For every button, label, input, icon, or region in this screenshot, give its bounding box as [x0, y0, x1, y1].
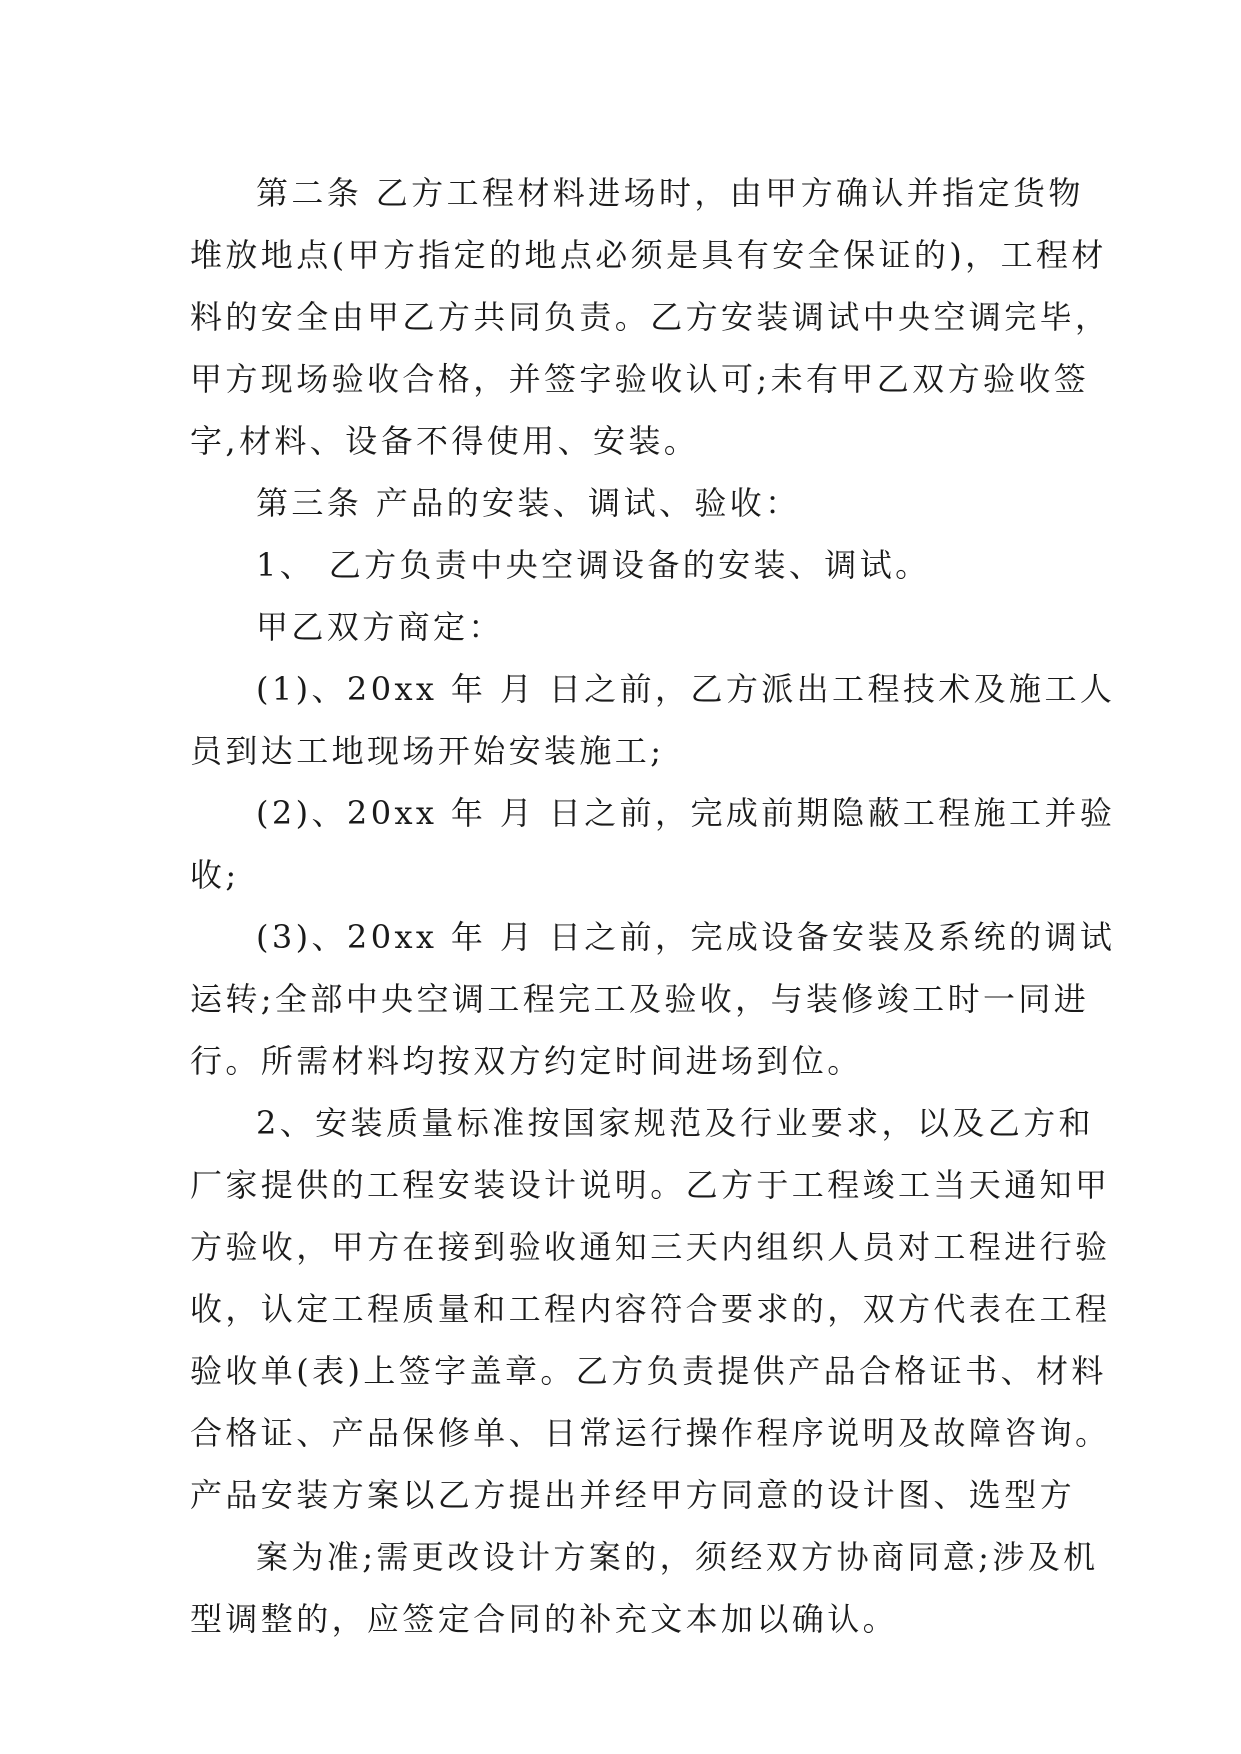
text-line: 案为准;需更改设计方案的，须经双方协商同意;涉及机 — [256, 1538, 1099, 1576]
text-line: (1)、20xx 年 月 日之前，乙方派出工程技术及施工人 — [256, 670, 1116, 708]
text-line: 验收单(表)上签字盖章。乙方负责提供产品合格证书、材料 — [190, 1352, 1107, 1390]
text-line: 料的安全由甲乙方共同负责。乙方安装调试中央空调完毕， — [190, 298, 1111, 336]
text-line: 甲方现场验收合格，并签字验收认可;未有甲乙双方验收签 — [190, 360, 1090, 398]
text-line: 行。所需材料均按双方约定时间进场到位。 — [190, 1042, 863, 1080]
text-line: 字,材料、设备不得使用、安装。 — [190, 422, 700, 460]
text-line: 方验收，甲方在接到验收通知三天内组织人员对工程进行验 — [190, 1228, 1111, 1266]
text-line: 堆放地点(甲方指定的地点必须是具有安全保证的)，工程材 — [190, 236, 1107, 274]
text-line: 收; — [190, 856, 240, 894]
text-line: (2)、20xx 年 月 日之前，完成前期隐蔽工程施工并验 — [256, 794, 1116, 832]
text-line: 运转;全部中央空调工程完工及验收，与装修竣工时一同进 — [190, 980, 1090, 1018]
text-line: 2、安装质量标准按国家规范及行业要求，以及乙方和 — [256, 1104, 1094, 1142]
text-line: 第二条 乙方工程材料进场时，由甲方确认并指定货物 — [256, 174, 1084, 212]
text-line: 厂家提供的工程安装设计说明。乙方于工程竣工当天通知甲 — [190, 1166, 1111, 1204]
text-line: 员到达工地现场开始安装施工; — [190, 732, 665, 770]
text-line: (3)、20xx 年 月 日之前，完成设备安装及系统的调试 — [256, 918, 1116, 956]
text-line: 产品安装方案以乙方提出并经甲方同意的设计图、选型方 — [190, 1476, 1076, 1514]
text-line: 甲乙双方商定： — [256, 608, 504, 646]
text-line: 第三条 产品的安装、调试、验收： — [256, 484, 801, 522]
text-line: 型调整的，应签定合同的补充文本加以确认。 — [190, 1600, 899, 1638]
text-line: 合格证、产品保修单、日常运行操作程序说明及故障咨询。 — [190, 1414, 1111, 1452]
text-line: 收，认定工程质量和工程内容符合要求的，双方代表在工程 — [190, 1290, 1111, 1328]
contract-body — [190, 162, 1116, 1650]
text-line: 1、 乙方负责中央空调设备的安装、调试。 — [256, 546, 931, 584]
